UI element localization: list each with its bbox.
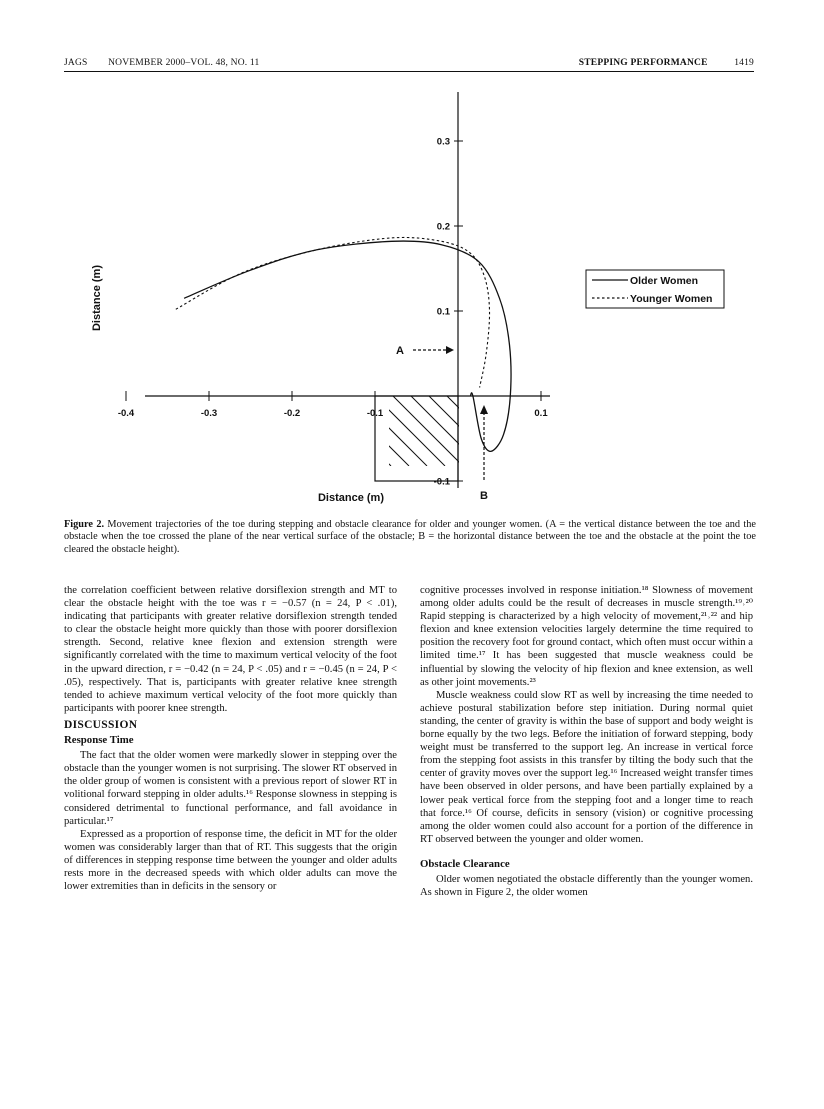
caption-text: Movement trajectories of the toe during stepping and obstacle clearance for older and younger women. (A = the vertical distance between the toe and the obstacle when the toe crossed the plane of the near vertical surface of the obstacle; B = the horizontal distance between the toe and the obstacle at the point the toe cleared the obstacle height). — [64, 519, 756, 555]
hatch-line — [303, 396, 373, 466]
annotation-a-label: A — [396, 345, 404, 357]
page-number: 1419 — [734, 58, 754, 68]
hatch-line — [375, 396, 445, 466]
journal-name: JAGS — [64, 58, 88, 68]
y-tick-label: -0.1 — [433, 476, 450, 488]
paragraph: Older women negotiated the obstacle differently than the younger women. As shown in Figure 2, the older women — [420, 873, 753, 899]
paragraph: Muscle weakness could slow RT as well by increasing the time needed to achieve postural stabilization before step initiation. During normal quiet standing, the center of gravity is within the base of support and body weight is borne equally by the two legs. Before the initiation of forward stepping, body weight must be transferred to the support leg. An increase in vertical force from the stepping foot assists in this transfer by tilting the body such that the center of gravity moves over the support leg.¹⁶ Increased weight transfer times have been observed in older persons, and have been partially explained by a lower peak vertical force from the stepping foot and a longer time to reach that force.¹⁶ Of course, deficits in sensory (vision) or cognitive processing among the older women could also account for a portion of the difference in RT observed between the younger and older women. — [420, 689, 753, 845]
y-tick-label: 0.2 — [436, 221, 450, 233]
figure-caption — [64, 519, 756, 556]
x-tick-label: -0.1 — [366, 408, 384, 419]
subsection-heading-obstacle-clearance: Obstacle Clearance — [420, 857, 510, 870]
x-tick-label: 0.1 — [534, 408, 548, 419]
legend-label-younger-women: Younger Women — [630, 293, 713, 305]
obstacle-box — [375, 396, 458, 481]
left-column — [64, 584, 397, 893]
section-title: STEPPING PERFORMANCE — [578, 58, 708, 68]
hatch-line — [321, 396, 391, 466]
x-tick-label: -0.2 — [283, 408, 301, 419]
paragraph: cognitive processes involved in response initiation.¹⁸ Slowness of movement among older adults could be the result of decreases in muscle strength.¹⁹˒²⁰ Rapid stepping is characterized by a high velocity of movement,²¹˒²² and hip flexion and knee extension velocities largely determine the time required to position the recovery foot for ground contact, which often must occur within a limited time.¹⁷ It has been suggested that muscle weakness could be influential by slowing the velocity of hip flexion and knee extension, as well as other joint movements.²³ — [420, 585, 753, 688]
annotation-a-arrowhead — [446, 346, 454, 354]
annotation-b-arrowhead — [480, 405, 488, 414]
paragraph: Expressed as a proportion of response time, the deficit in MT for the older women was considerably larger than that of RT. This suggests that the origin of differences in stepping response time between the younger and older adults rests more in the decreased speeds with which older adults can move the lower extremities than in deficits in the sensory or — [64, 828, 397, 893]
section-heading-discussion: DISCUSSION — [64, 718, 138, 731]
hatch-line — [339, 396, 409, 466]
x-axis-title: Distance (m) — [317, 492, 385, 504]
y-tick-label: 0.3 — [436, 136, 450, 148]
issue-info: NOVEMBER 2000–VOL. 48, NO. 11 — [108, 58, 260, 68]
caption-label: Figure 2. — [64, 519, 105, 530]
x-tick-label: -0.3 — [200, 408, 218, 419]
figure-2-chart — [0, 0, 824, 515]
paragraph: The fact that the older women were markedly slower in stepping over the obstacle than the younger women is not surprising. The slower RT observed in the older group of women is consistent with a previous report of slower RT in volitional forward stepping in older adults.¹⁶ Response slowness in stepping is considered detrimental to functional performance, and fall avoidance in particular.¹⁷ — [64, 750, 397, 827]
annotation-b-label: B — [480, 490, 488, 502]
hatch-line — [411, 396, 481, 466]
x-tick-label: -0.4 — [117, 408, 135, 419]
subsection-heading-response-time: Response Time — [64, 734, 134, 747]
hatch-line — [429, 396, 499, 466]
paragraph: the correlation coefficient between relative dorsiflexion strength and MT to clear the obstacle height with the toe was r = −0.57 (n = 24, P < .01), indicating that participants with greater relative dorsiflexion strength tended to clear the obstacle height more quickly than those with poorer dorsiflexion strength. Second, relative knee flexion and extension strength were significantly correlated with the time to maximum vertical velocity of the foot in the upward direction, r = −0.42 (n = 24, P < .05) and r = −0.45 (n = 24, P < .05), respectively. That is, participants with greater relative knee strength tended to achieve maximum vertical velocity of the foot more quickly than participants with poorer knee strength. — [64, 585, 397, 714]
obstacle-hatch — [303, 396, 535, 466]
y-tick-label: 0.1 — [436, 306, 450, 318]
series-line-older-women — [184, 241, 511, 451]
legend-label-older-women: Older Women — [630, 275, 699, 287]
y-axis-title: Distance (m) — [91, 264, 103, 332]
right-column — [420, 584, 753, 899]
hatch-line — [357, 396, 427, 466]
hatch-line — [393, 396, 463, 466]
